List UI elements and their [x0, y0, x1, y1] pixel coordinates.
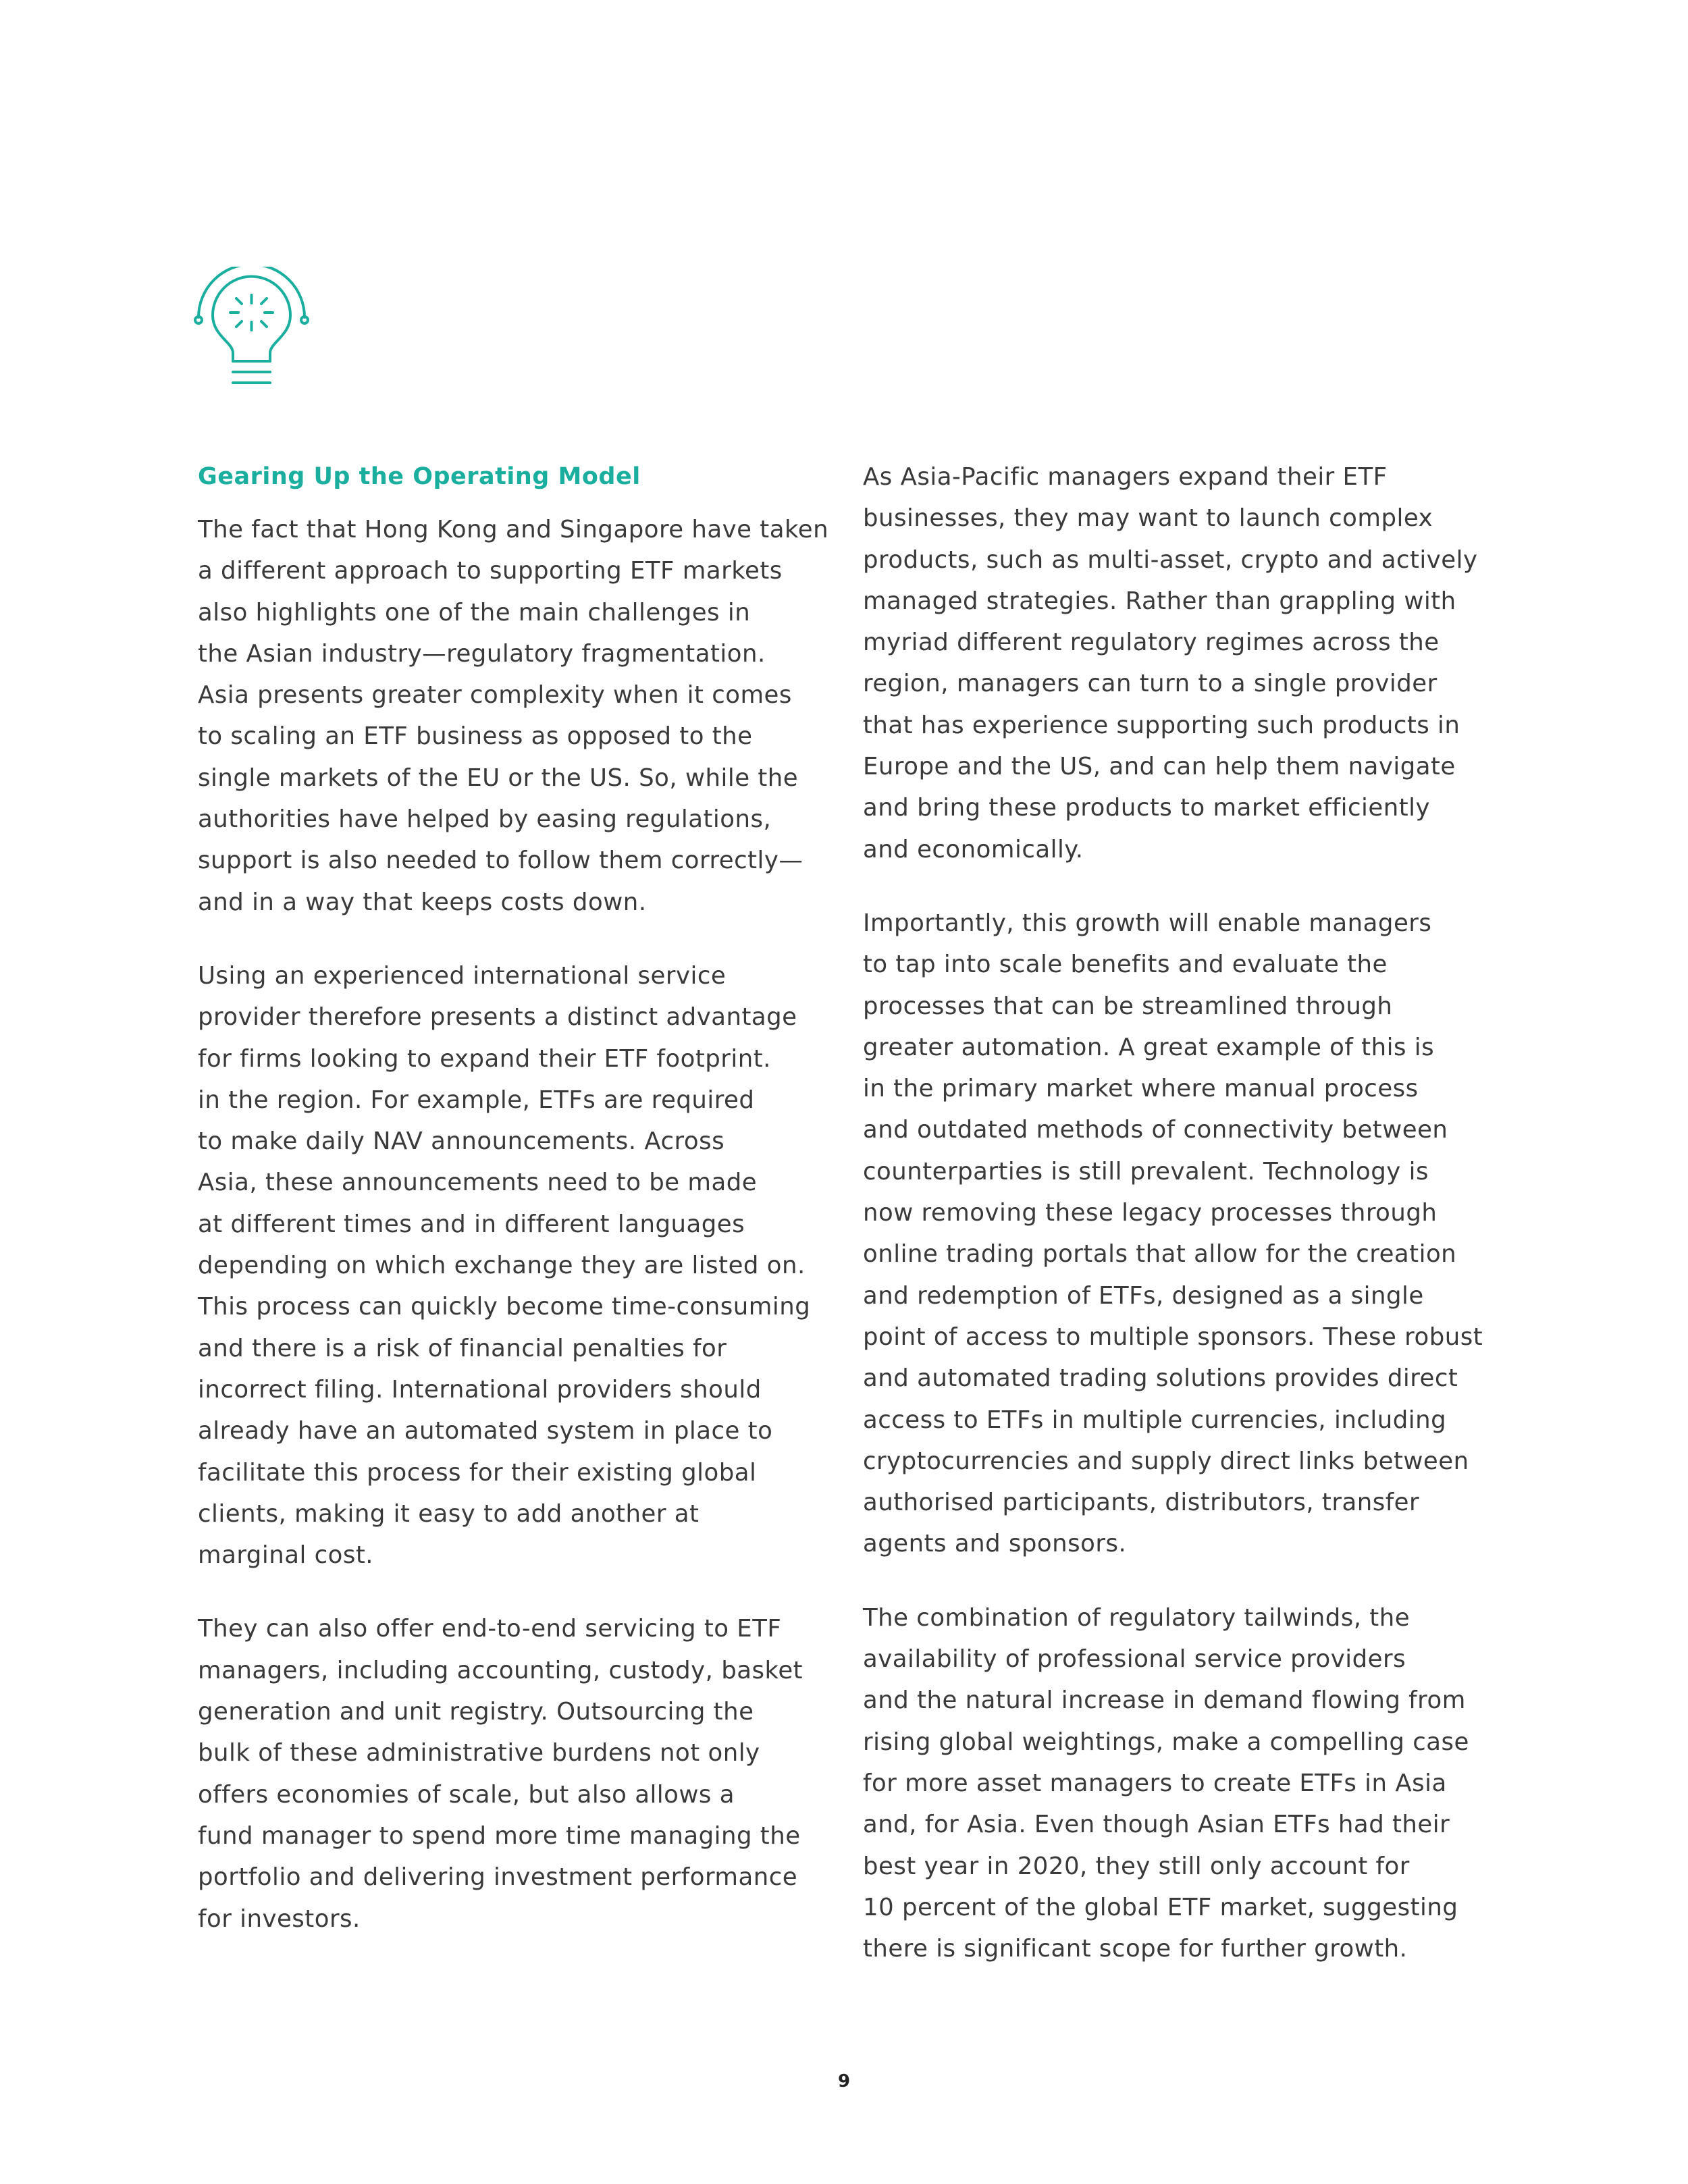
text-line: and the natural increase in demand flowing from	[863, 1686, 1466, 1715]
paragraph-growth-automation	[863, 903, 1491, 1565]
section-heading: Gearing Up the Operating Model	[198, 463, 641, 490]
text-line: and in a way that keeps costs down.	[198, 888, 647, 916]
text-line: authorities have helped by easing regulations,	[198, 805, 772, 834]
text-line: for investors.	[198, 1905, 361, 1933]
text-line: myriad different regulatory regimes across the	[863, 629, 1440, 657]
text-line: and economically.	[863, 835, 1084, 863]
text-line: availability of professional service providers	[863, 1645, 1406, 1674]
text-line: They can also offer end-to-end servicing to ETF	[198, 1615, 782, 1643]
text-line: depending on which exchange they are listed on.	[198, 1252, 806, 1280]
text-line: facilitate this process for their existing global	[198, 1458, 757, 1487]
text-line: now removing these legacy processes through	[863, 1199, 1438, 1227]
text-line: processes that can be streamlined through	[863, 992, 1393, 1020]
right-column	[863, 456, 1491, 1969]
text-line: Importantly, this growth will enable managers	[863, 909, 1432, 937]
text-line: Asia presents greater complexity when it comes	[198, 681, 792, 710]
text-line: the Asian industry—regulatory fragmentation.	[198, 639, 766, 668]
text-line: The combination of regulatory tailwinds, the	[863, 1603, 1410, 1632]
text-line: greater automation. A great example of this is	[863, 1033, 1435, 1061]
paragraph-regulatory-fragmentation	[198, 509, 829, 923]
paragraph-asia-pacific-managers	[863, 456, 1491, 870]
text-line: marginal cost.	[198, 1541, 374, 1570]
text-line: generation and unit registry. Outsourcing the	[198, 1698, 754, 1726]
text-line: Using an experienced international service	[198, 961, 727, 990]
text-line: to scaling an ETF business as opposed to the	[198, 722, 753, 751]
text-line: to make daily NAV announcements. Across	[198, 1127, 725, 1156]
text-line: best year in 2020, they still only account for	[863, 1852, 1410, 1880]
text-line: a different approach to supporting ETF markets	[198, 557, 783, 585]
text-line: products, such as multi-asset, crypto and actively	[863, 545, 1478, 574]
text-line: for firms looking to expand their ETF footprint.	[198, 1044, 771, 1073]
text-line: already have an automated system in place to	[198, 1417, 773, 1445]
text-line: there is significant scope for further growth.	[863, 1935, 1408, 1963]
text-line: support is also needed to follow them correctly—	[198, 847, 803, 875]
text-line: region, managers can turn to a single provider	[863, 670, 1438, 698]
paragraph-service-provider	[198, 955, 826, 1576]
text-line: offers economies of scale, but also allows a	[198, 1780, 735, 1809]
text-line: and redemption of ETFs, designed as a single	[863, 1281, 1424, 1310]
text-line: provider therefore presents a distinct advantage	[198, 1003, 797, 1032]
text-line: and automated trading solutions provides direct	[863, 1364, 1458, 1393]
text-line: also highlights one of the main challenges in	[198, 598, 751, 627]
text-line: rising global weightings, make a compelling case	[863, 1728, 1469, 1756]
text-line: access to ETFs in multiple currencies, including	[863, 1406, 1447, 1434]
left-column	[198, 456, 829, 1940]
text-line: point of access to multiple sponsors. These robust	[863, 1323, 1483, 1351]
text-line: clients, making it easy to add another at	[198, 1499, 700, 1528]
text-line: fund manager to spend more time managing the	[198, 1821, 801, 1850]
text-line: Europe and the US, and can help them navigate	[863, 753, 1456, 781]
text-line: managed strategies. Rather than grappling with	[863, 587, 1456, 615]
text-line: businesses, they may want to launch complex	[863, 504, 1433, 533]
text-line: cryptocurrencies and supply direct links between	[863, 1447, 1469, 1475]
paragraph-end-to-end-servicing	[198, 1608, 826, 1939]
text-line: 10 percent of the global ETF market, suggesting	[863, 1893, 1458, 1921]
text-line: in the primary market where manual process	[863, 1075, 1419, 1103]
text-line: The fact that Hong Kong and Singapore have taken	[198, 516, 829, 543]
text-line: and there is a risk of financial penalties for	[198, 1334, 727, 1362]
text-line: for more asset managers to create ETFs in Asia	[863, 1769, 1447, 1797]
text-line: portfolio and delivering investment performance	[198, 1863, 798, 1892]
text-line: and outdated methods of connectivity between	[863, 1116, 1448, 1144]
text-line: to tap into scale benefits and evaluate the	[863, 951, 1388, 979]
text-line: authorised participants, distributors, transfer	[863, 1489, 1420, 1517]
text-line: Asia, these announcements need to be made	[198, 1169, 758, 1197]
lightbulb-icon	[192, 267, 311, 398]
page-number: 9	[837, 2071, 851, 2092]
text-line: that has experience supporting such products in	[863, 711, 1460, 739]
text-line: counterparties is still prevalent. Technology is	[863, 1157, 1429, 1186]
paragraph-regulatory-tailwinds	[863, 1597, 1491, 1970]
text-line: bulk of these administrative burdens not only	[198, 1739, 760, 1767]
text-line: online trading portals that allow for the creation	[863, 1240, 1457, 1269]
text-line: and, for Asia. Even though Asian ETFs had their	[863, 1811, 1450, 1839]
text-line: agents and sponsors.	[863, 1530, 1127, 1558]
text-line: This process can quickly become time-consuming	[198, 1293, 811, 1321]
text-line: in the region. For example, ETFs are required	[198, 1086, 755, 1114]
text-line: incorrect filing. International providers should	[198, 1375, 762, 1404]
text-line: and bring these products to market efficiently	[863, 794, 1430, 822]
text-line: single markets of the EU or the US. So, while the	[198, 764, 799, 792]
text-line: at different times and in different languages	[198, 1210, 745, 1238]
text-line: managers, including accounting, custody, basket	[198, 1656, 803, 1684]
text-line: As Asia-Pacific managers expand their ETF	[863, 463, 1388, 491]
